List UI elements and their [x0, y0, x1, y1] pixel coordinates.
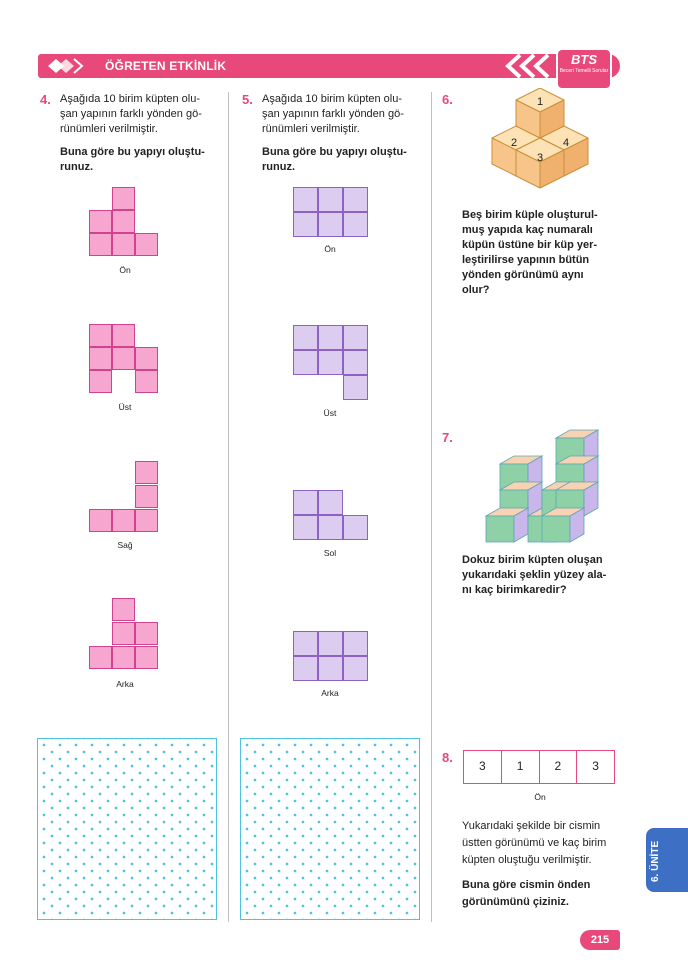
view-label: Arka [321, 688, 339, 698]
bts-badge: BTS Beceri Temelli Sorular [556, 48, 612, 90]
column-divider [431, 92, 432, 922]
strip-cell: 2 [540, 751, 578, 783]
top-view-strip [463, 750, 615, 784]
cube-label: 2 [510, 137, 518, 149]
cube-structure-figure [484, 88, 609, 193]
view-label: Ön [324, 244, 336, 254]
question-text: Beş birim küple oluşturul- muş yapıda kaç numaralı küpün üstüne bir küp yer- leştirilirse yapının bütün yönden görünümü aynı olur? [462, 209, 598, 296]
unit-tab: 6. ÜNİTE [646, 828, 688, 892]
header-title: ÖĞRETEN ETKİNLİK [105, 59, 227, 73]
question-number: 7. [442, 430, 453, 445]
cube-label: 4 [562, 137, 570, 149]
view-label: Sağ [117, 540, 133, 550]
view-label: Ön [534, 792, 546, 802]
view-label: Ön [119, 265, 131, 275]
view-label: Üst [118, 402, 132, 412]
question-text: Yukarıdaki şekilde bir cismin üstten görünümü ve kaç birim küpten oluştuğu verilmiştir. Buna göre cismin önden görünümünü çiziniz. [462, 820, 607, 908]
isometric-dot-grid[interactable] [240, 738, 420, 920]
cube-label: 1 [536, 96, 544, 108]
question-number: 6. [442, 92, 453, 107]
nine-cube-figure [484, 428, 604, 544]
strip-cell: 3 [592, 759, 599, 773]
isometric-dot-grid[interactable] [37, 738, 217, 920]
strip-cell: 3 [464, 751, 502, 783]
column-divider [228, 92, 229, 922]
strip-cell: 1 [502, 751, 540, 783]
question-text: Aşağıda 10 birim küpten olu- şan yapının farklı yönden gö- rünümleri verilmiştir. Buna göre bu yapıyı oluştu- runuz. [262, 93, 407, 173]
cube-label: 3 [536, 152, 544, 164]
logo-icon [44, 55, 84, 77]
question-number: 8. [442, 750, 453, 765]
view-label: Üst [323, 408, 337, 418]
view-label: Arka [116, 679, 134, 689]
question-number: 5. [242, 92, 253, 107]
view-label: Sol [323, 548, 337, 558]
question-text: Dokuz birim küpten oluşan yukarıdaki şeklin yüzey ala- nı kaç birimkaredir? [462, 554, 607, 596]
question-text: Aşağıda 10 birim küpten olu- şan yapının farklı yönden gö- rünümleri verilmiştir. Buna göre bu yapıyı oluştu- runuz. [60, 93, 205, 173]
question-number: 4. [40, 92, 51, 107]
page-number: 215 [580, 930, 620, 950]
chevron-left-icon [498, 53, 558, 79]
